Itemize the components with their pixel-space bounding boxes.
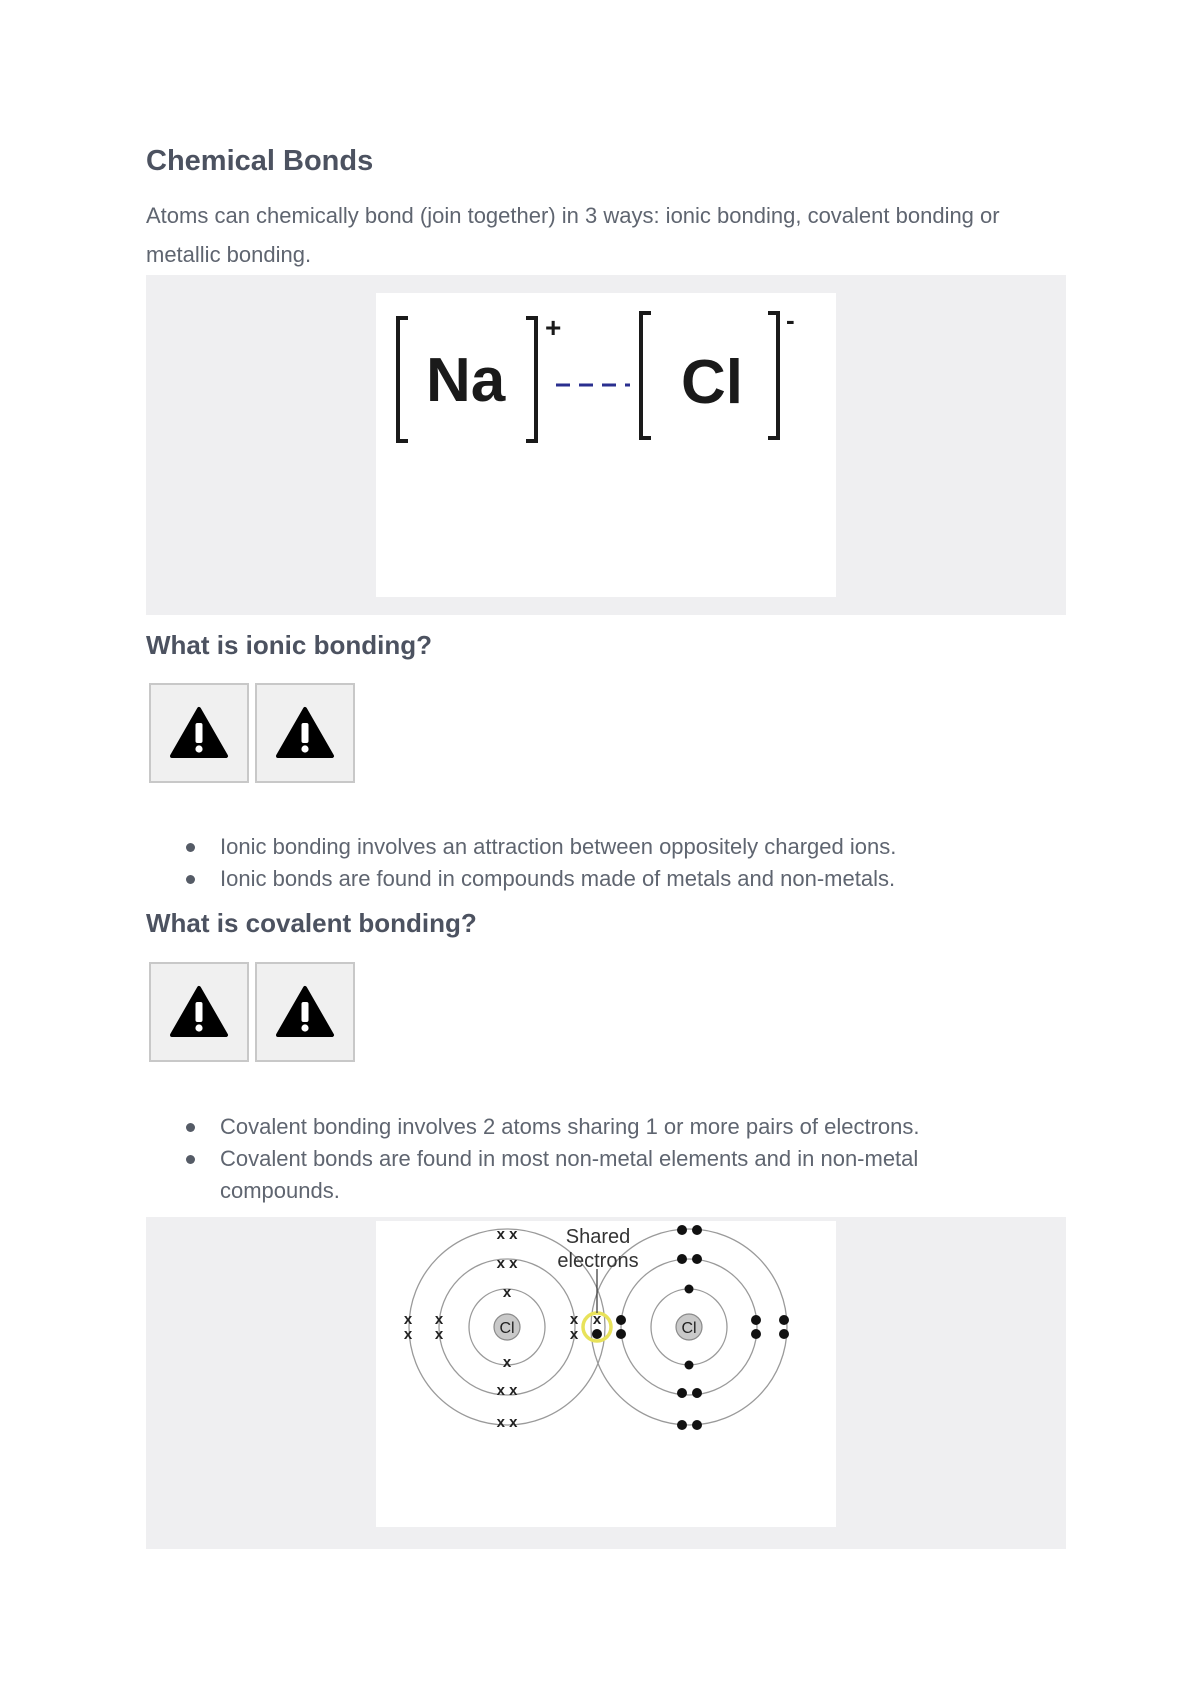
list-item: Covalent bonding involves 2 atoms sharing 1 or more pairs of electrons.	[220, 1111, 1006, 1143]
ionic-figure	[146, 275, 1066, 615]
ionic-bullet-list	[146, 831, 1006, 895]
ionic-figure-image	[376, 293, 836, 597]
svg-text:x: x	[569, 1326, 579, 1343]
warning-icon	[275, 706, 335, 760]
svg-text:x x: x x	[496, 1226, 518, 1243]
warning-icon	[169, 985, 229, 1039]
svg-text:x: x	[403, 1311, 413, 1328]
broken-image-placeholder	[149, 683, 249, 783]
covalent-broken-images	[149, 962, 355, 1062]
right-atom-label: Cl	[681, 1320, 697, 1337]
svg-text:x: x	[569, 1311, 579, 1328]
svg-text:x: x	[403, 1326, 413, 1343]
warning-icon	[275, 985, 335, 1039]
svg-text:x x: x x	[496, 1414, 518, 1431]
list-item: Ionic bonds are found in compounds made of metals and non-metals.	[220, 863, 1006, 895]
shared-label-line1: Shared	[565, 1226, 631, 1248]
left-atom-label: Cl	[499, 1320, 515, 1337]
broken-image-placeholder	[255, 962, 355, 1062]
cl-charge: -	[786, 305, 795, 335]
svg-text:x x: x x	[496, 1382, 518, 1399]
cl2-covalent-diagram	[376, 1221, 836, 1527]
ionic-broken-images	[149, 683, 355, 783]
na-symbol: Na	[426, 346, 506, 415]
na-bracket-right	[526, 318, 536, 441]
svg-text:x: x	[502, 1354, 512, 1371]
broken-image-placeholder	[255, 683, 355, 783]
covalent-bullet-list	[146, 1111, 1006, 1207]
broken-image-placeholder	[149, 962, 249, 1062]
svg-text:x x: x x	[496, 1255, 518, 1272]
cl-bracket-right	[768, 313, 778, 438]
list-item: Covalent bonds are found in most non-metal elements and in non-metal compounds.	[220, 1143, 1006, 1207]
cl-symbol: Cl	[681, 348, 743, 417]
svg-text:x: x	[502, 1284, 512, 1301]
ionic-heading: What is ionic bonding?	[146, 630, 432, 660]
svg-text:x: x	[592, 1311, 602, 1328]
intro-paragraph: Atoms can chemically bond (join together) in 3 ways: ionic bonding, covalent bonding or metallic bonding.	[146, 203, 1000, 267]
covalent-figure-image	[376, 1221, 836, 1527]
covalent-figure	[146, 1217, 1066, 1549]
svg-text:x: x	[434, 1311, 444, 1328]
na-bracket-left	[398, 318, 408, 441]
na-charge: +	[545, 312, 562, 343]
nacl-ionic-diagram	[376, 293, 836, 597]
page-title: Chemical Bonds	[146, 145, 374, 177]
svg-text:x: x	[434, 1326, 444, 1343]
list-item: Ionic bonding involves an attraction between oppositely charged ions.	[220, 831, 1006, 863]
shared-label-line2: electrons	[557, 1250, 639, 1272]
cl-bracket-left	[641, 313, 651, 438]
covalent-heading: What is covalent bonding?	[146, 908, 477, 938]
warning-icon	[169, 706, 229, 760]
